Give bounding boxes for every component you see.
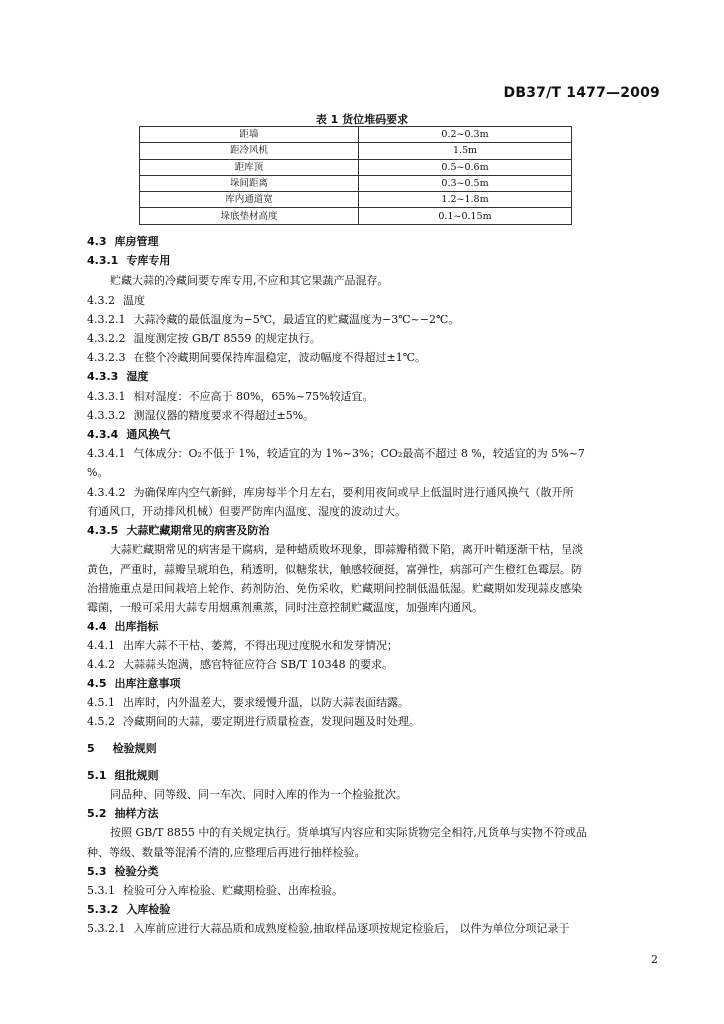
section-title: 出库指标 <box>114 620 159 633</box>
section-number: 4.4 <box>87 620 107 633</box>
table-row <box>140 143 572 159</box>
table-cell: 距冷风机 <box>140 143 359 159</box>
table-cell: 库内通道宽 <box>140 192 359 208</box>
clause-text: 检验可分入库检验、贮藏期检验、出库检验。 <box>123 884 343 897</box>
section-title: 检验分类 <box>114 865 159 878</box>
section-heading <box>87 253 170 269</box>
section-number: 5.1 <box>87 769 107 782</box>
paragraph-line: 有通风口，开动排风机械）但要严防库内温度、湿度的波动过大。 <box>87 505 406 518</box>
section-title: 大蒜贮藏期常见的病害及防治 <box>126 524 270 537</box>
section-heading <box>87 293 145 309</box>
clause-line <box>87 331 321 347</box>
table-row <box>140 127 572 143</box>
table-cell: 垛底垫材高度 <box>140 208 359 224</box>
chapter-number: 5 <box>87 742 95 755</box>
storage-requirements-table <box>139 126 572 225</box>
section-number: 5.2 <box>87 807 107 820</box>
section-heading <box>87 806 159 822</box>
table-cell: 0.1~0.15m <box>359 208 572 224</box>
clause-line <box>87 350 426 366</box>
clause-text: 测湿仪器的精度要求不得超过±5%。 <box>133 409 315 422</box>
clause-text: 为确保库内空气新鲜，库房每半个月左右，要利用夜间或早上低温时进行通风换气（散开所 <box>133 486 574 499</box>
clause-text: 冷藏期间的大蒜，要定期进行质量检查，发现问题及时处理。 <box>123 715 420 728</box>
clause-line <box>87 921 569 937</box>
clause-text: 大蒜冷藏的最低温度为−5℃，最适宜的贮藏温度为−3℃~−2℃。 <box>133 313 460 326</box>
section-title: 湿度 <box>126 370 149 383</box>
standard-code: DB37/T 1477—2009 <box>503 85 660 101</box>
section-title: 抽样方法 <box>114 807 159 820</box>
clause-number: 4.3.4.2 <box>87 486 126 499</box>
paragraph-line: 种、等级、数量等混淆不清的,应整理后再进行抽样检验。 <box>87 846 366 859</box>
section-heading <box>87 676 181 692</box>
clause-line <box>87 312 459 328</box>
clause-line <box>87 714 420 730</box>
clause-number: 4.3.2.3 <box>87 351 126 364</box>
clause-text: 温度测定按 GB/T 8559 的规定执行。 <box>133 332 321 345</box>
clause-line <box>87 408 314 424</box>
section-number: 4.3.2 <box>87 294 115 307</box>
section-heading <box>87 902 170 918</box>
clause-line <box>87 883 343 899</box>
section-number: 4.3.4 <box>87 428 119 441</box>
section-heading <box>87 864 159 880</box>
chapter-heading <box>87 741 157 757</box>
section-number: 4.3.3 <box>87 370 119 383</box>
clause-number: 4.3.3.1 <box>87 390 126 403</box>
paragraph-line: 大蒜贮藏期常见的病害是干腐病，是种蜡质败坏现象，即蒜瓣稍微下陷，离开叶鞘逐渐干枯，呈淡 <box>110 543 583 556</box>
table-cell: 1.2~1.8m <box>359 192 572 208</box>
section-number: 4.3.1 <box>87 254 119 267</box>
clause-text: 入库前应进行大蒜品质和成熟度检验,抽取样品逐项按规定检验后， 以件为单位分项记录于 <box>133 922 570 935</box>
clause-line <box>87 638 398 654</box>
table-cell: 1.5m <box>359 143 572 159</box>
clause-line <box>87 446 585 462</box>
clause-number: 4.3.2.2 <box>87 332 126 345</box>
clause-number: 4.4.2 <box>87 658 115 671</box>
section-heading <box>87 369 148 385</box>
clause-number: 4.3.3.2 <box>87 409 126 422</box>
section-number: 4.3.5 <box>87 524 119 537</box>
clause-number: 5.3.2.1 <box>87 922 126 935</box>
clause-number: 4.4.1 <box>87 639 115 652</box>
paragraph-line: 同品种、同等级、同一车次、同时入库的作为一个检验批次。 <box>110 788 407 801</box>
table-row <box>140 192 572 208</box>
section-heading <box>87 234 159 250</box>
paragraph-line: %。 <box>87 466 109 479</box>
clause-number: 4.5.2 <box>87 715 115 728</box>
paragraph-line: 按照 GB/T 8855 中的有关规定执行。货单填写内容应和实际货物完全相符,凡货单与实物不符或品 <box>110 826 587 839</box>
clause-line <box>87 657 393 673</box>
paragraph-line: 贮藏大蒜的冷藏间要专库专用,不应和其它果蔬产品混存。 <box>110 274 389 287</box>
section-number: 5.3.2 <box>87 903 119 916</box>
section-title: 温度 <box>123 294 145 307</box>
section-title: 入库检验 <box>126 903 171 916</box>
chapter-title: 检验规则 <box>112 742 157 755</box>
paragraph-line: 治措施重点是田间栽培上轮作、药剂防治、免伤采收，贮藏期间控制低温低湿。贮藏期如发现蒜皮感染 <box>87 582 582 595</box>
clause-line <box>87 389 374 405</box>
paragraph-line: 黄色，严重时，蒜瓣呈琥珀色，稍透明，似糖浆状，触感较硬挺，富弹性，病部可产生橙红色霉层。防 <box>87 563 582 576</box>
clause-number: 5.3.1 <box>87 884 115 897</box>
clause-number: 4.5.1 <box>87 696 115 709</box>
table-cell: 0.3~0.5m <box>359 175 572 191</box>
clause-text: 出库大蒜不干枯、萎蔫，不得出现过度脱水和发芽情况； <box>123 639 398 652</box>
section-number: 4.3 <box>87 235 107 248</box>
section-title: 通风换气 <box>126 428 171 441</box>
clause-number: 4.3.2.1 <box>87 313 126 326</box>
table-row <box>140 208 572 224</box>
table-title: 表 1 货位堆码要求 <box>315 113 409 126</box>
clause-text: 气体成分：O₂不低于 1%，较适宜的为 1%~3%；CO₂最高不超过 8 %，较适宜的为 5%~7 <box>133 447 585 460</box>
clause-text: 相对湿度：不应高于 80%，65%~75%较适宜。 <box>133 390 374 403</box>
table-cell: 垛间距离 <box>140 175 359 191</box>
table-row <box>140 159 572 175</box>
section-title: 库房管理 <box>114 235 159 248</box>
clause-text: 大蒜蒜头饱满，感官特征应符合 SB/T 10348 的要求。 <box>123 658 394 671</box>
section-title: 专库专用 <box>126 254 171 267</box>
clause-text: 在整个冷藏期间要保持库温稳定，波动幅度不得超过±1℃。 <box>133 351 427 364</box>
table-cell: 0.5~0.6m <box>359 159 572 175</box>
paragraph-line: 霉菌，一般可采用大蒜专用烟熏剂熏蒸，同时注意控制贮藏温度，加强库内通风。 <box>87 601 483 614</box>
clause-text: 出库时，内外温差大，要求缓慢升温，以防大蒜表面结露。 <box>123 696 409 709</box>
clause-line <box>87 485 573 501</box>
section-title: 出库注意事项 <box>114 677 181 690</box>
section-number: 5.3 <box>87 865 107 878</box>
table-cell: 0.2~0.3m <box>359 127 572 143</box>
table-cell: 距库顶 <box>140 159 359 175</box>
section-heading <box>87 768 159 784</box>
section-number: 4.5 <box>87 677 107 690</box>
section-title: 组批规则 <box>114 769 159 782</box>
section-heading <box>87 523 269 539</box>
clause-line <box>87 695 409 711</box>
table-cell: 距墙 <box>140 127 359 143</box>
section-heading <box>87 427 170 443</box>
page-number: 2 <box>651 953 658 966</box>
section-heading <box>87 619 159 635</box>
table-row <box>140 175 572 191</box>
clause-number: 4.3.4.1 <box>87 447 126 460</box>
